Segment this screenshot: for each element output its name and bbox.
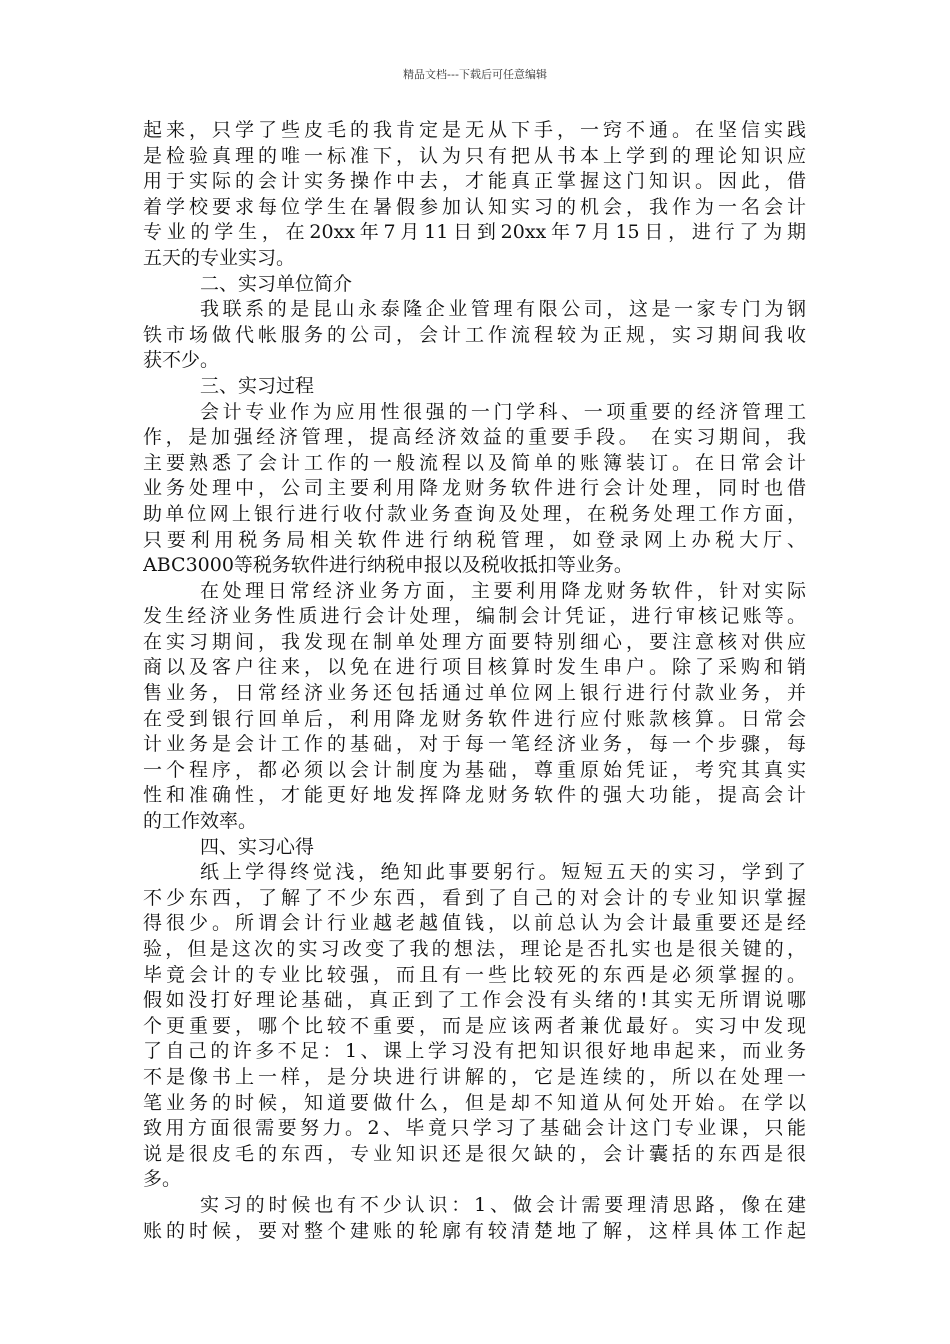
text-line: 在处理日常经济业务方面，主要利用降龙财务软件，针对实际 [200, 579, 806, 602]
text-line: 的工作效率。 [143, 810, 258, 833]
text-line: 毕竟会计的专业比较强，而且有一些比较死的东西是必须掌握的。 [143, 963, 806, 986]
text-line: 是检验真理的唯一标准下，认为只有把从书本上学到的理论知识应 [143, 144, 806, 167]
text-line: 在实习期间，我发现在制单处理方面要特别细心，要注意核对供应 [143, 630, 806, 653]
text-line: 个更重要，哪个比较不重要，而是应该两者兼优最好。实习中发现 [143, 1014, 806, 1037]
text-line: 商以及客户往来，以免在进行项目核算时发生串户。除了采购和销 [143, 656, 806, 679]
section-heading: 四、实习心得 [200, 835, 315, 858]
section-heading: 二、实习单位简介 [200, 272, 353, 295]
text-line: 专业的学生，在20xx年7月11日到20xx年7月15日，进行了为期 [143, 221, 806, 244]
text-line: 账的时候，要对整个建账的轮廓有较清楚地了解，这样具体工作起 [143, 1219, 806, 1242]
text-line: 笔业务的时候，知道要做什么，但是却不知道从何处开始。在学以 [143, 1091, 806, 1114]
text-line: 着学校要求每位学生在暑假参加认知实习的机会，我作为一名会计 [143, 195, 806, 218]
text-line: 多。 [143, 1168, 182, 1191]
text-line: 不少东西，了解了不少东西，看到了自己的对会计的专业知识掌握 [143, 886, 806, 909]
text-line: 验，但是这次的实习改变了我的想法，理论是否扎实也是很关键的， [143, 938, 806, 960]
text-line: 计业务是会计工作的基础，对于每一笔经济业务，每一个步骤，每 [143, 733, 806, 756]
text-line: 不是像书上一样，是分块进行讲解的，它是连续的，所以在处理一 [143, 1065, 806, 1088]
text-line: 致用方面很需要努力。2、毕竟只学习了基础会计这门专业课，只能 [143, 1117, 806, 1140]
text-line: 主要熟悉了会计工作的一般流程以及简单的账簿装订。在日常会计 [143, 451, 806, 474]
text-line: 一个程序，都必须以会计制度为基础，尊重原始凭证，考究其真实 [143, 758, 806, 781]
text-line: 只要利用税务局相关软件进行纳税管理，如登录网上办税大厅、 [143, 528, 806, 551]
text-line: 纸上学得终觉浅，绝知此事要躬行。短短五天的实习，学到了 [200, 861, 806, 884]
text-line: 假如没打好理论基础，真正到了工作会没有头绪的!其实无所谓说哪 [143, 989, 806, 1012]
page-header: 精品文档---下载后可任意编辑 [403, 68, 547, 81]
text-line: 起来，只学了些皮毛的我肯定是无从下手，一窍不通。在坚信实践 [143, 119, 806, 141]
text-line: 会计专业作为应用性很强的一门学科、一项重要的经济管理工 [200, 400, 806, 423]
text-line: 性和准确性，才能更好地发挥降龙财务软件的强大功能，提高会计 [143, 784, 806, 807]
text-line: 在受到银行回单后，利用降龙财务软件进行应付账款核算。日常会 [143, 707, 806, 730]
text-line: 五天的专业实习。 [143, 246, 296, 269]
text-line: 助单位网上银行进行收付款业务查询及处理，在税务处理工作方面， [143, 502, 806, 525]
text-line: 业务处理中，公司主要利用降龙财务软件进行会计处理，同时也借 [143, 477, 806, 500]
text-line: 售业务，日常经济业务还包括通过单位网上银行进行付款业务，并 [143, 682, 806, 705]
text-line: 得很少。所谓会计行业越老越值钱，以前总认为会计最重要还是经 [143, 912, 806, 935]
section-heading: 三、实习过程 [200, 374, 315, 397]
body-text [143, 118, 806, 1244]
text-line: 铁市场做代帐服务的公司，会计工作流程较为正规，实习期间我收 [143, 323, 806, 346]
text-line: 作，是加强经济管理，提高经济效益的重要手段。 在实习期间，我 [143, 426, 806, 449]
text-line: 获不少。 [143, 349, 220, 372]
text-line: 说是很皮毛的东西，专业知识还是很欠缺的，会计囊括的东西是很 [143, 1142, 806, 1165]
text-line: ABC3000等税务软件进行纳税申报以及税收抵扣等业务。 [143, 554, 633, 577]
text-line: 我联系的是昆山永泰隆企业管理有限公司，这是一家专门为钢 [200, 298, 806, 321]
text-line: 了自己的许多不足：1、课上学习没有把知识很好地串起来，而业务 [143, 1040, 806, 1063]
text-line: 实习的时候也有不少认识：1、做会计需要理清思路，像在建 [200, 1193, 806, 1216]
text-line: 用于实际的会计实务操作中去，才能真正掌握这门知识。因此，借 [143, 170, 806, 193]
text-line: 发生经济业务性质进行会计处理，编制会计凭证，进行审核记账等。 [143, 605, 806, 628]
